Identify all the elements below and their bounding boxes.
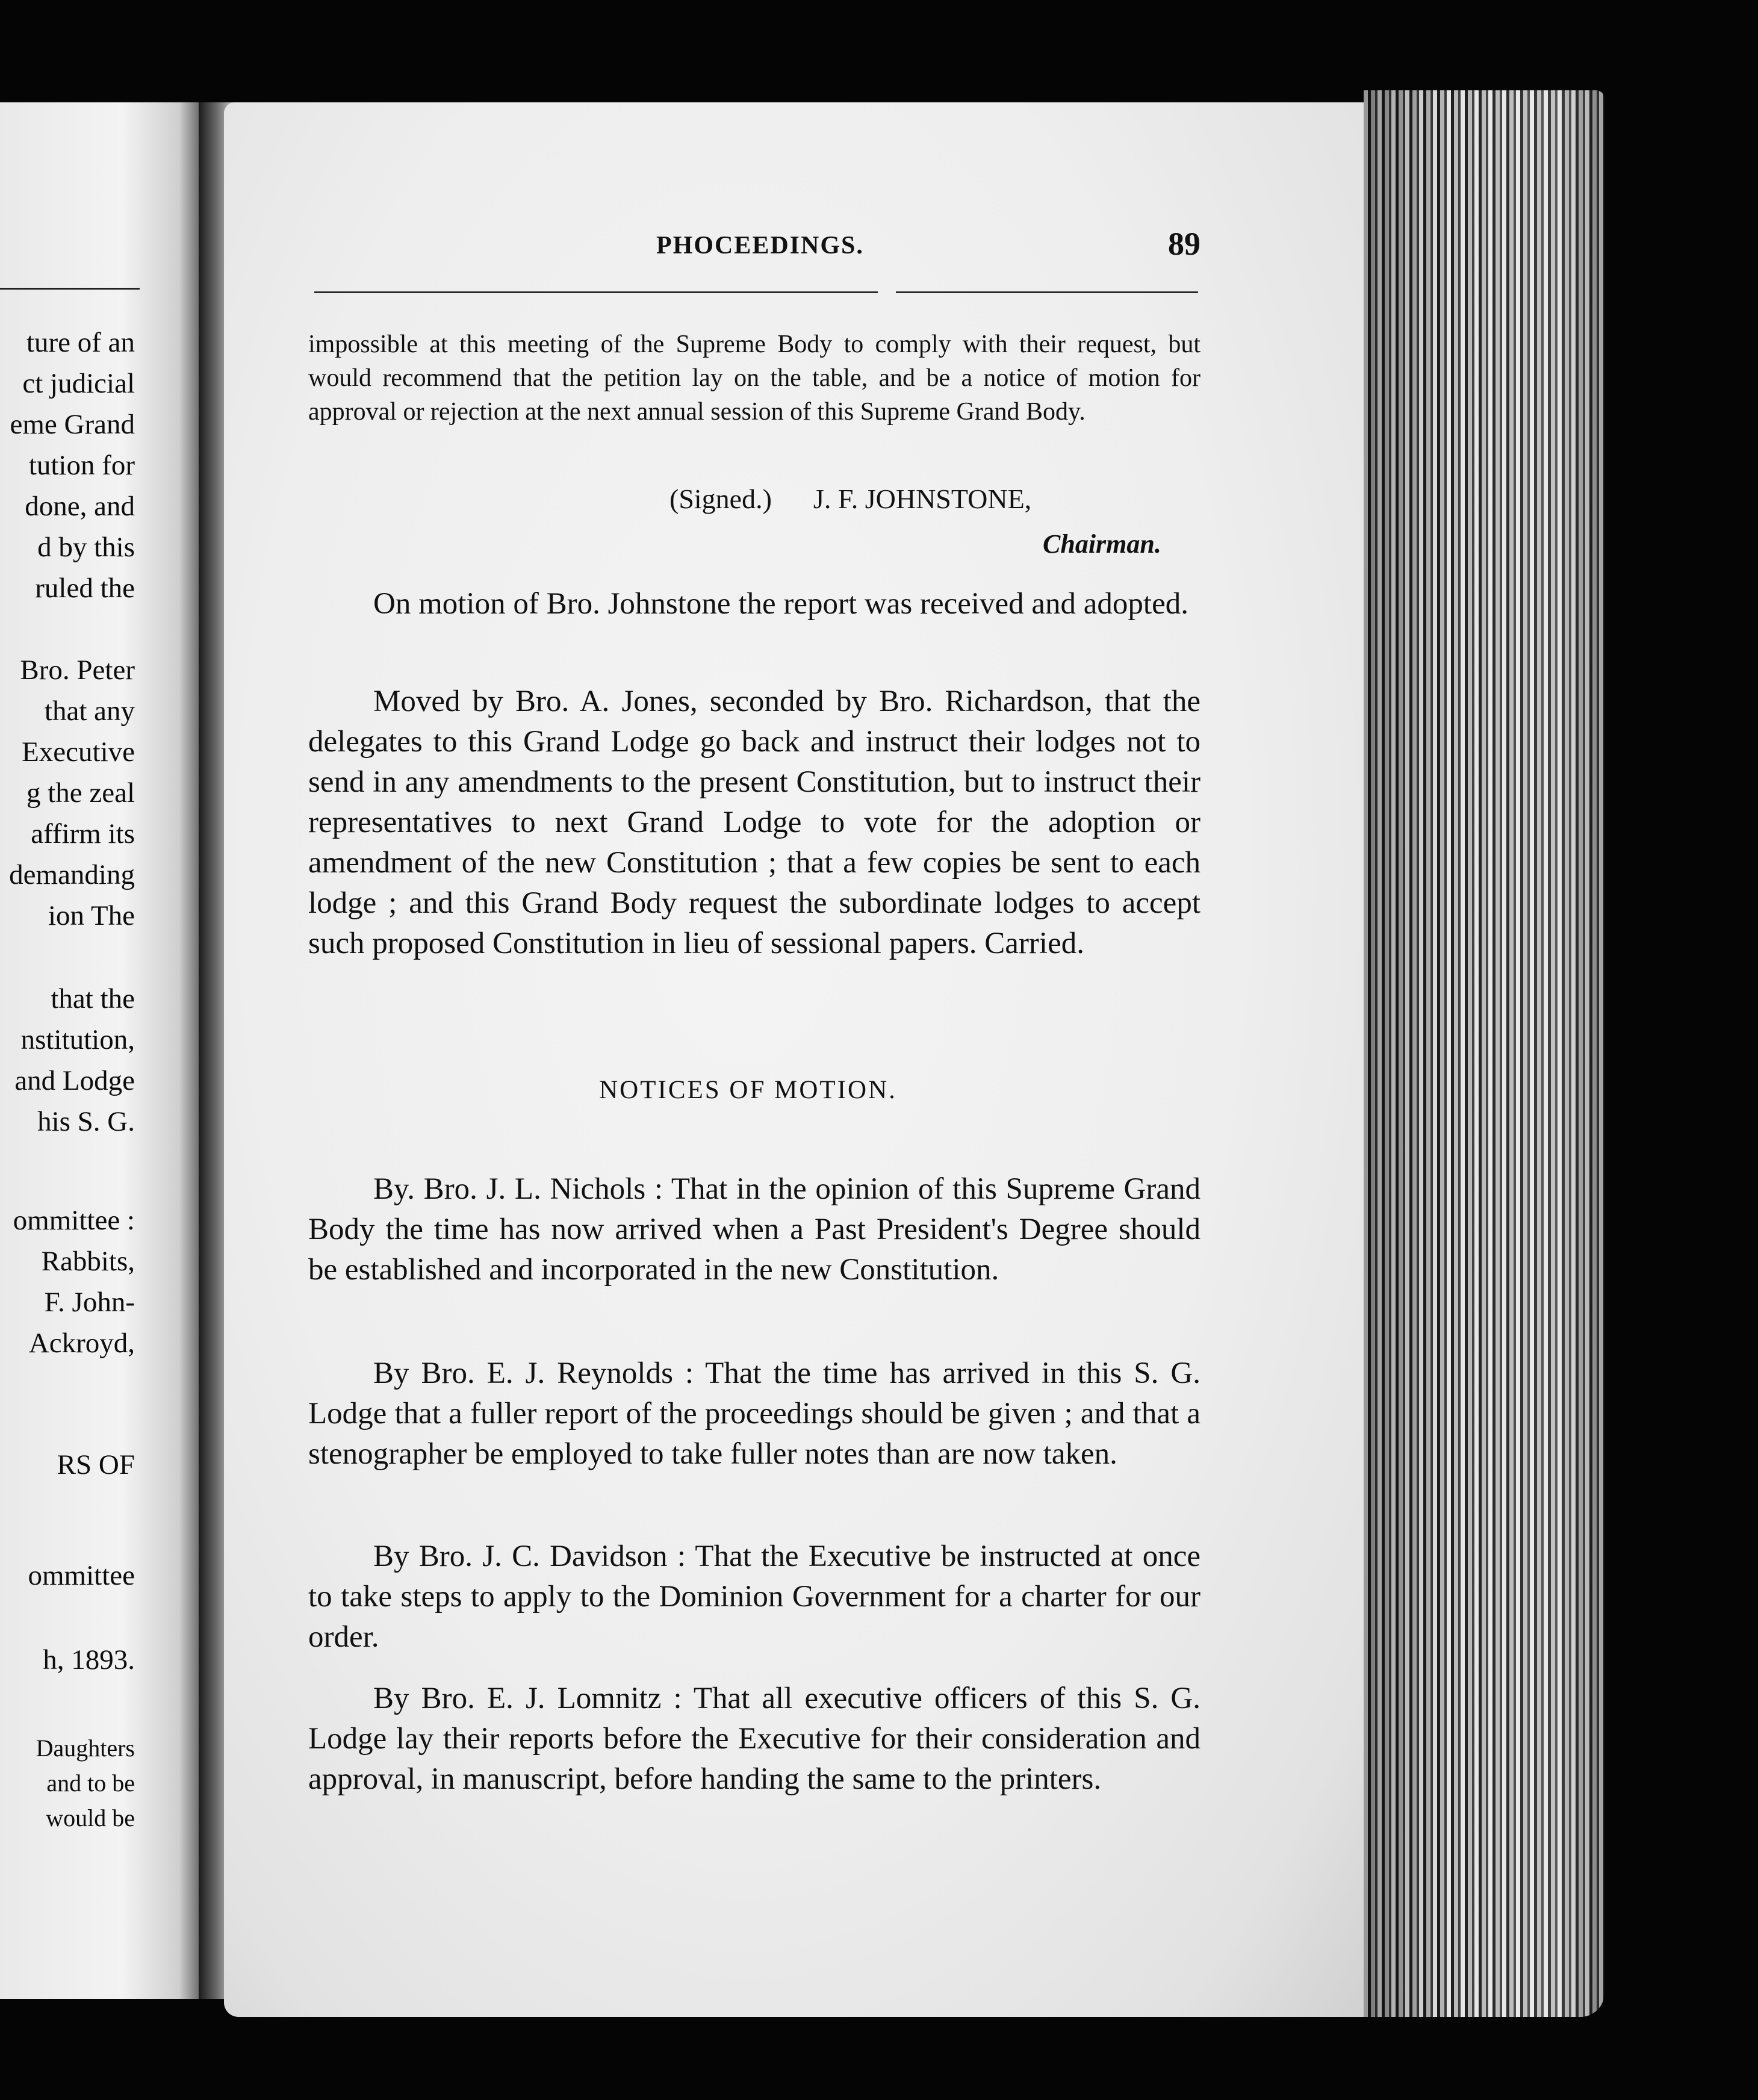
running-head: PHOCEEDINGS. — [656, 232, 864, 259]
left-page-line: ture of an — [26, 327, 135, 358]
notice-reynolds: By Bro. E. J. Reynolds : That the time has arrived in this S. G. Lodge that a fuller report of the proceedings should be given ; and that a stenographer be employed to take fuller notes than are now taken. — [308, 1356, 1200, 1471]
page-number: 89 — [1168, 226, 1200, 262]
left-page-line: and to be — [46, 1769, 135, 1797]
left-page-line: that the — [51, 983, 135, 1014]
left-page-line: F. John- — [44, 1287, 135, 1318]
left-page-line: demanding — [9, 859, 135, 890]
signatory-title: Chairman. — [1043, 529, 1161, 559]
facing-page-left — [0, 102, 203, 1999]
left-page-line: h, 1893. — [43, 1644, 135, 1676]
signature-line — [669, 483, 1031, 515]
notice-lomnitz: By Bro. E. J. Lomnitz : That all executive officers of this S. G. Lodge lay their reports before the Executive for their consideration and approval, in manuscript, before handing the same to the printers. — [308, 1682, 1200, 1796]
left-page-line: Ackroyd, — [28, 1328, 135, 1359]
left-page-line: Rabbits, — [41, 1246, 135, 1277]
paragraph-motion-jones: Moved by Bro. A. Jones, seconded by Bro. Richardson, that the delegates to this Grand Lodge go back and instruct their lodges not to send in any amendments to the present Constitution, but to instruct their representatives to next Grand Lodge to vote for the adoption or amendment of the new Constitution ; that a few copies be sent to each lodge ; and this Grand Body request the subordinate lodges to accept such proposed Constitution in lieu of sessional papers. Carried. — [308, 685, 1200, 960]
left-page-line: ruled the — [35, 573, 135, 604]
left-page-line: done, and — [25, 491, 135, 522]
left-page-line: Executive — [22, 736, 135, 768]
header-rule-left — [314, 291, 878, 293]
left-page-line: his S. G. — [37, 1106, 135, 1137]
left-page-line: and Lodge — [14, 1065, 135, 1096]
left-page-line: ommittee : — [13, 1205, 135, 1236]
left-page-line: tution for — [28, 450, 135, 481]
report-text: impossible at this meeting of the Supreme Body to comply with their request, but would recommend that the petition lay on the table, and be a notice of motion for approval or rejection at the next annual session of this Supreme Grand Body. — [308, 331, 1200, 426]
left-page-line: ommittee — [28, 1560, 135, 1591]
paragraph-report-adopted: On motion of Bro. Johnstone the report was received and adopted. — [373, 587, 1188, 621]
left-page-line: affirm its — [31, 818, 135, 850]
left-page-header-rule — [0, 288, 140, 290]
left-page-line: that any — [44, 695, 135, 727]
notice-davidson: By Bro. J. C. Davidson : That the Executive be instructed at once to take steps to apply to the Dominion Government for a charter for our order. — [308, 1539, 1200, 1654]
left-page-line: eme Grand — [10, 409, 135, 440]
left-page-line: Bro. Peter — [20, 654, 135, 686]
left-page-line: ct judicial — [22, 368, 135, 399]
left-page-line: ion The — [48, 900, 135, 931]
header-rule-right — [896, 291, 1198, 293]
left-page-line: RS OF — [57, 1449, 135, 1480]
left-page-line: g the zeal — [26, 777, 135, 809]
left-page-line: nstitution, — [20, 1024, 135, 1055]
left-page-line: Daughters — [36, 1735, 135, 1762]
left-page-line: would be — [46, 1804, 135, 1831]
signatory-name: J. F. JOHNSTONE, — [813, 483, 1032, 514]
page-edges-shadow — [1364, 90, 1604, 2017]
section-heading: NOTICES OF MOTION. — [599, 1076, 897, 1104]
signed-label: (Signed.) — [669, 483, 772, 514]
notice-nichols: By. Bro. J. L. Nichols : That in the opinion of this Supreme Grand Body the time has now arrived when a Past President's Degree should be established and incorporated in the new Constitution. — [308, 1172, 1200, 1287]
left-page-line: d by this — [37, 532, 135, 563]
